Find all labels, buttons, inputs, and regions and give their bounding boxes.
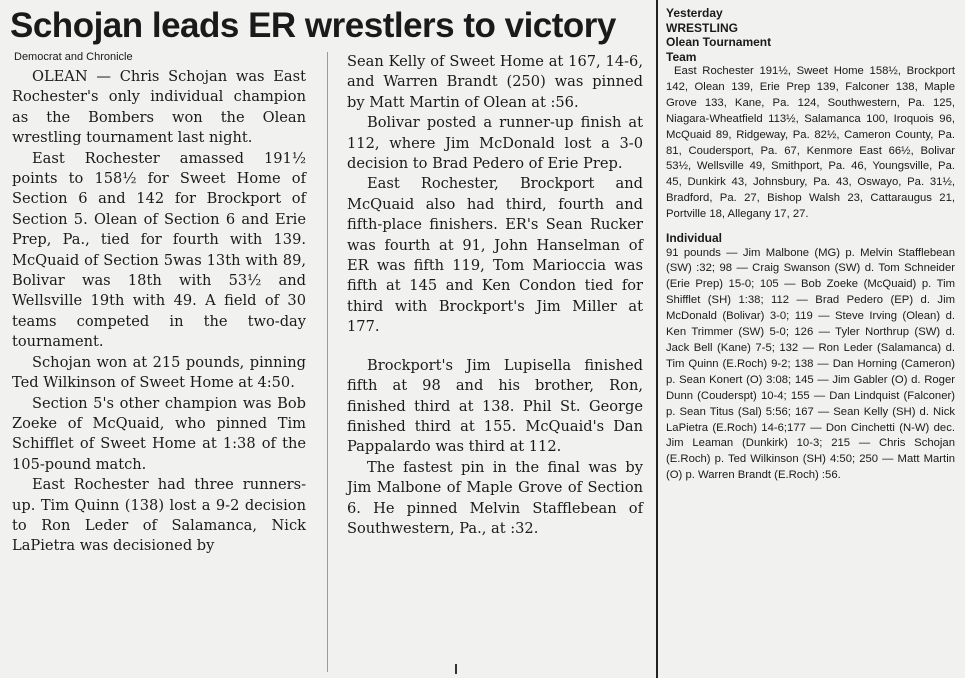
paragraph: East Rochester had three runners-up. Tim Quinn (138) lost a 9-2 decision to Ron Leder of Salamanca, Nick LaPietra was decisioned by (12, 476, 306, 555)
paragraph: The fastest pin in the final was by Jim Malbone of Maple Grove of Section 6. He pinned Melvin Stafflebean of Southwestern, Pa., at :32. (347, 458, 643, 537)
paragraph: East Rochester amassed 191½ points to 158½ for Sweet Home of Section 6 and 142 for Brockport of Section 5. Olean of Section 6 and Erie Prep, Pa., tied for fourth with 139. McQuaid of Section 5was 13th with 89, Bolivar was 18th with 53½ and Wellsville 19th with 49. A field of 30 teams competed in the two-day tournament. (12, 149, 306, 351)
print-mark (455, 664, 457, 674)
paragraph: OLEAN — Chris Schojan was East Rochester's only individual champion as the Bombers won the Olean wrestling tournament last night. (12, 68, 306, 147)
article-column-2 (347, 52, 643, 539)
sidebar-heading-event: Olean Tournament (666, 35, 772, 49)
sidebar-individual-label: Individual (666, 231, 723, 246)
team-results: East Rochester 191½, Sweet Home 158½, Brockport 142, Olean 139, Erie Prep 139, Falconer 138, Maple Grove 133, Kane, Pa. 124, Southwestern, Pa. 125, Niagara-Wheatfield 113½, Salamanca 100, Iroquois 96, McQuaid 89, Ridgeway, Pa. 82½, Cameron County, Pa. 81, Coudersport, Pa. 67, Kenmore East 66½, Bolivar 53½, Wellsville 49, Smithport, Pa. 46, Youngsville, Pa. 45, Dunkirk 43, Johnsbury, Pa. 43, Oswayo, Pa. 31½, Bradford, Pa. 27, Bishop Walsh 23, Cattaraugus 21, Portville 18, Allegany 17, 27. (666, 65, 955, 221)
paragraph: Brockport's Jim Lupisella finished fifth at 98 and his brother, Ron, finished third at 138. Phil St. George finished third at 155. McQuaid's Dan Pappalardo was third at 112. (347, 356, 643, 456)
paragraph: Schojan won at 215 pounds, pinning Ted Wilkinson of Sweet Home at 4:50. (12, 353, 306, 392)
individual-results: 91 pounds — Jim Malbone (MG) p. Melvin Stafflebean (SW) :32; 98 — Craig Swanson (SW) d. Tom Schneider (Erie Prep) 15-0; 105 — Bob Zoeke (McQuaid) p. Tim Shifflet (SH) 1:38; 112 — Brad Pedero (EP) d. Jim McDonald (Bolivar) 3-0; 119 — Steve Irving (Olean) d. Ken Trimmer (SW) 5-0; 126 — Tyler Northrup (SW) d. Jack Bell (Kane) 7-5; 132 — Ron Leder (Salamanca) d. Tim Quinn (E.Roch) 9-2; 138 — Dan Horning (Cameron) p. Sean Konert (O) 3:08; 145 — Jim Gabler (O) d. Roger Dunn (Couderspt) 10-4; 155 — Dan Lindquist (Falconer) p. Sean Titus (Sal) 5:56; 167 — Sean Kelly (SH) d. Nick LaPietra (E.Roch) 14-6;177 — Don Cinchetti (N-W) dec. Jim Leaman (Dunkirk) 10-3; 215 — Chris Schojan (E.Roch) p. Ted Wilkinson (SH) 4:50; 250 — Matt Martin (O) p. Warren Brandt (E.Roch) :56. (666, 246, 955, 482)
article-byline: Democrat and Chronicle (14, 51, 133, 63)
paragraph: Section 5's other champion was Bob Zoeke of McQuaid, who pinned Tim Schifflet of Sweet Home at 1:38 of the 105-pound match. (12, 394, 306, 473)
column-divider (327, 52, 328, 672)
article-headline: Schojan leads ER wrestlers to victory (10, 6, 616, 45)
sidebar-team-label: Team (666, 49, 697, 64)
paragraph: Bolivar posted a runner-up finish at 112, where Jim McDonald lost a 3-0 decision to Brad Pedero of Erie Prep. (347, 114, 643, 173)
sidebar-heading-sport: WRESTLING (666, 20, 738, 35)
results-sidebar (666, 6, 955, 484)
sidebar-heading-yesterday: Yesterday (666, 6, 723, 20)
article-column-1 (12, 67, 306, 557)
paragraph: East Rochester, Brockport and McQuaid also had third, fourth and fifth-place finishers. ER's Sean Rucker was fourth at 91, John Hanselman of ER was fifth 119, Tom Marioccia was fifth at 145 and Ken Condon tied for third with Brockport's Jim Miller at 177. (347, 175, 643, 336)
paragraph: Sean Kelly of Sweet Home at 167, 14-6, and Warren Brandt (250) was pinned by Matt Martin of Olean at :56. (347, 53, 643, 111)
sidebar-divider (656, 0, 658, 678)
